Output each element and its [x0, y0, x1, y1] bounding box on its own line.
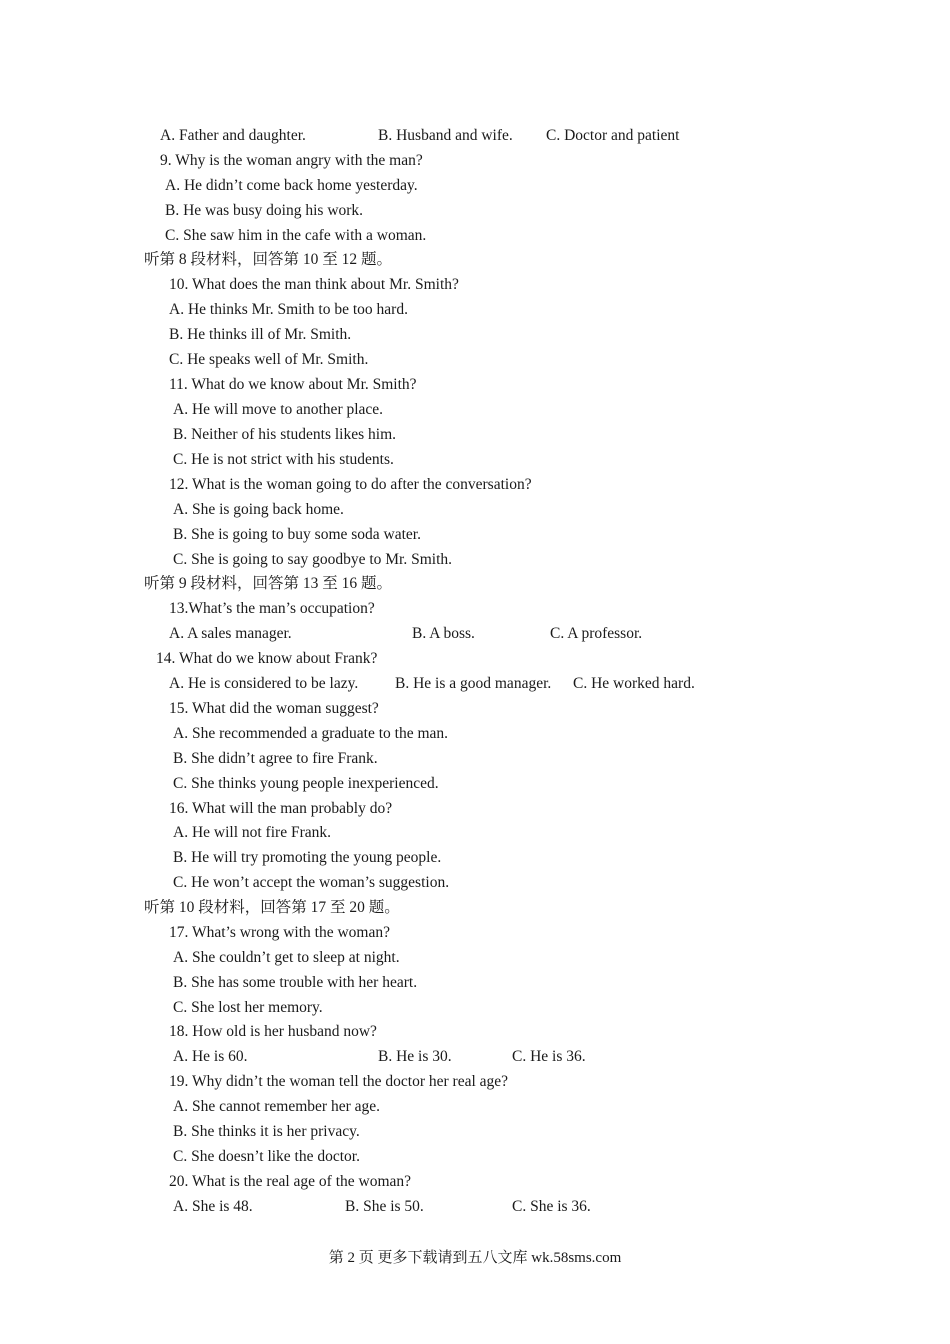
- q19-question: 19. Why didn’t the woman tell the doctor her real age?: [169, 1073, 509, 1090]
- q9-option-b: B. He was busy doing his work.: [165, 202, 364, 219]
- q10-option-c: C. He speaks well of Mr. Smith.: [169, 351, 369, 368]
- q13-option-b: B. A boss.: [412, 625, 475, 642]
- q10-question: 10. What does the man think about Mr. Smith?: [169, 276, 459, 293]
- q12-question: 12. What is the woman going to do after the conversation?: [169, 476, 532, 493]
- q14-option-a: A. He is considered to be lazy.: [169, 675, 359, 692]
- q16-question: 16. What will the man probably do?: [169, 800, 393, 817]
- q17-option-a: A. She couldn’t get to sleep at night.: [173, 949, 400, 966]
- q16-option-b: B. He will try promoting the young people.: [173, 849, 442, 866]
- q13-option-a: A. A sales manager.: [169, 625, 292, 642]
- section-heading-8: 听第 8 段材料，回答第 10 至 12 题。: [144, 251, 393, 268]
- q15-option-b: B. She didn’t agree to fire Frank.: [173, 750, 378, 767]
- q8-option-c: C. Doctor and patient: [546, 127, 680, 144]
- q9-question: 9. Why is the woman angry with the man?: [160, 152, 423, 169]
- q16-option-c: C. He won’t accept the woman’s suggestion.: [173, 874, 450, 891]
- q20-question: 20. What is the real age of the woman?: [169, 1173, 412, 1190]
- q19-option-a: A. She cannot remember her age.: [173, 1098, 381, 1115]
- q20-option-c: C. She is 36.: [512, 1198, 591, 1215]
- q18-question: 18. How old is her husband now?: [169, 1023, 377, 1040]
- q8-option-a: A. Father and daughter.: [160, 127, 306, 144]
- q17-option-b: B. She has some trouble with her heart.: [173, 974, 418, 991]
- q17-option-c: C. She lost her memory.: [173, 999, 323, 1016]
- q9-option-a: A. He didn’t come back home yesterday.: [165, 177, 418, 194]
- q18-option-b: B. He is 30.: [378, 1048, 452, 1065]
- q12-option-c: C. She is going to say goodbye to Mr. Smith.: [173, 551, 453, 568]
- q14-option-c: C. He worked hard.: [573, 675, 695, 692]
- q15-option-c: C. She thinks young people inexperienced.: [173, 775, 439, 792]
- q10-option-b: B. He thinks ill of Mr. Smith.: [169, 326, 352, 343]
- q8-option-b: B. Husband and wife.: [378, 127, 513, 144]
- q19-option-c: C. She doesn’t like the doctor.: [173, 1148, 360, 1165]
- q11-option-a: A. He will move to another place.: [173, 401, 384, 418]
- q19-option-b: B. She thinks it is her privacy.: [173, 1123, 360, 1140]
- section-heading-10: 听第 10 段材料，回答第 17 至 20 题。: [144, 899, 400, 916]
- q9-option-c: C. She saw him in the cafe with a woman.: [165, 227, 427, 244]
- q12-option-b: B. She is going to buy some soda water.: [173, 526, 421, 543]
- q13-option-c: C. A professor.: [550, 625, 643, 642]
- q20-option-b: B. She is 50.: [345, 1198, 424, 1215]
- section-heading-9: 听第 9 段材料，回答第 13 至 16 题。: [144, 575, 393, 592]
- q18-option-c: C. He is 36.: [512, 1048, 586, 1065]
- q12-option-a: A. She is going back home.: [173, 501, 344, 518]
- page-footer: 第 2 页 更多下载请到五八文库 wk.58sms.com: [328, 1250, 622, 1266]
- q14-question: 14. What do we know about Frank?: [156, 650, 378, 667]
- q13-question: 13.What’s the man’s occupation?: [169, 600, 375, 617]
- q11-option-b: B. Neither of his students likes him.: [173, 426, 397, 443]
- q16-option-a: A. He will not fire Frank.: [173, 824, 331, 841]
- q10-option-a: A. He thinks Mr. Smith to be too hard.: [169, 301, 408, 318]
- q11-option-c: C. He is not strict with his students.: [173, 451, 394, 468]
- q11-question: 11. What do we know about Mr. Smith?: [169, 376, 417, 393]
- q15-question: 15. What did the woman suggest?: [169, 700, 379, 717]
- q20-option-a: A. She is 48.: [173, 1198, 253, 1215]
- q17-question: 17. What’s wrong with the woman?: [169, 924, 390, 941]
- q18-option-a: A. He is 60.: [173, 1048, 248, 1065]
- q14-option-b: B. He is a good manager.: [395, 675, 552, 692]
- q15-option-a: A. She recommended a graduate to the man.: [173, 725, 449, 742]
